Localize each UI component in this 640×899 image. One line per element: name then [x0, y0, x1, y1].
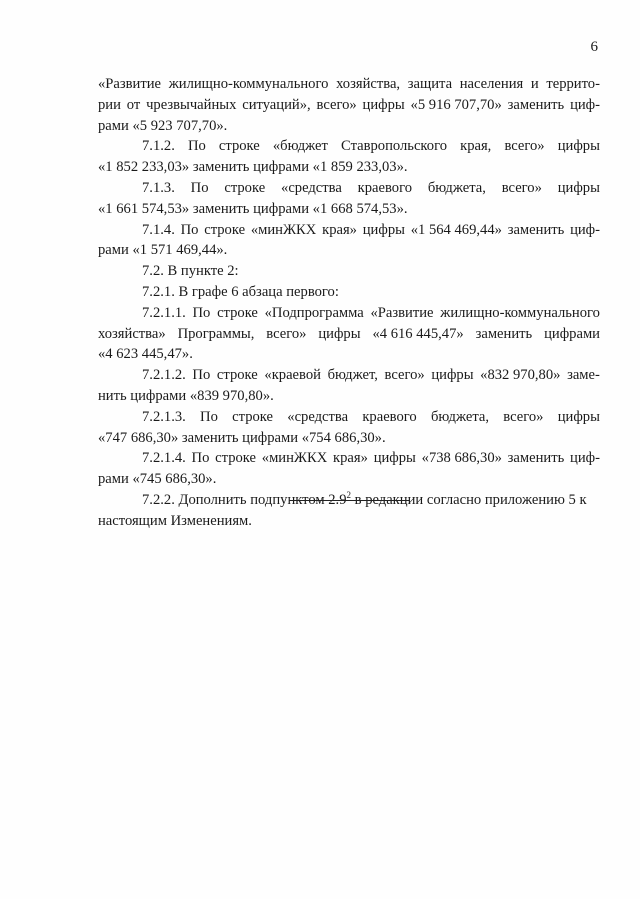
paragraph-p5 [98, 261, 600, 282]
word: строке [218, 138, 260, 155]
line-text: «747 686,30» заменить цифрами «754 686,30». [98, 429, 386, 446]
paragraph-p10 [98, 448, 600, 490]
word: «Подпрограмма [264, 304, 364, 321]
word: бюджет, [327, 367, 378, 384]
text-line [98, 74, 600, 95]
word: 7.1.2. [142, 138, 175, 155]
text-line [98, 157, 600, 178]
text-line [98, 428, 600, 449]
text-line [98, 240, 600, 261]
word: террито- [546, 76, 600, 92]
text-line [98, 95, 600, 116]
paragraph-p6 [98, 282, 600, 303]
word: заменить [507, 450, 565, 467]
text-line [98, 116, 600, 137]
word: цифры [373, 450, 416, 467]
word: цифры [318, 325, 361, 342]
closing-separator-line [289, 500, 410, 501]
word: строке [215, 450, 256, 467]
word: заменить [507, 96, 565, 113]
word: По [192, 304, 211, 321]
word: 7.2.1.3. [142, 408, 186, 425]
word: краевого [357, 179, 413, 196]
word: всего» [384, 367, 425, 384]
line-text: 7.2.1. В графе 6 абзаца первого: [142, 283, 339, 300]
text-line [98, 178, 600, 199]
word: По [192, 367, 211, 384]
word: По [180, 221, 199, 238]
word: По [187, 138, 206, 155]
word: «4 616 445,47» [372, 325, 464, 342]
text-line [98, 344, 600, 365]
paragraph-p7 [98, 303, 600, 365]
word: строке [224, 179, 266, 196]
word: от [126, 96, 141, 113]
word: защита [407, 76, 453, 92]
word: ситуаций», [242, 96, 311, 113]
line-text: 7.2.2. Дополнить подпунктом 2.9 [142, 491, 347, 508]
line-text: в редакции согласно приложению 5 к [351, 491, 587, 508]
document-body [98, 74, 600, 532]
word: «5 916 707,70» [410, 96, 502, 113]
text-line [98, 448, 600, 469]
word: «минЖКХ [261, 450, 328, 467]
word: и [530, 76, 539, 92]
word: края» [333, 450, 368, 467]
paragraph-p4 [98, 220, 600, 262]
word: хозяйства, [336, 76, 401, 92]
line-text: 7.2. В пункте 2: [142, 263, 239, 280]
line-text: «1 661 574,53» заменить цифрами «1 668 574,53». [98, 200, 408, 217]
word: всего» [501, 179, 542, 196]
word: «бюджет [272, 138, 328, 155]
text-line [98, 199, 600, 220]
word: 7.1.4. [142, 221, 175, 238]
word: «Развитие [370, 304, 434, 321]
word: «минЖКХ [250, 221, 317, 238]
word: строке [232, 408, 273, 425]
paragraph-p2 [98, 136, 600, 178]
page-number: 6 [590, 39, 598, 55]
word: цифры [431, 367, 474, 384]
text-line [98, 220, 600, 241]
word: «1 564 469,44» [410, 221, 502, 238]
word: края, [460, 138, 492, 155]
line-text: рами «745 686,30». [98, 471, 217, 488]
word: «средства [287, 408, 349, 425]
line-text: рами «1 571 469,44». [98, 242, 228, 259]
word: всего» [503, 408, 544, 425]
word: Программы, [177, 325, 255, 342]
word: жилищно-коммунального [168, 76, 329, 92]
word: заме- [567, 367, 600, 384]
word: заменить [475, 325, 533, 342]
word: рии [98, 96, 121, 113]
word: жилищно-коммунального [440, 304, 600, 321]
text-line [98, 136, 600, 157]
paragraph-p11 [98, 490, 600, 532]
paragraph-p9 [98, 407, 600, 449]
word: циф- [570, 221, 600, 238]
word: «средства [281, 179, 342, 196]
word: заменить [507, 221, 565, 238]
word: краевого [362, 408, 417, 425]
word: циф- [570, 450, 600, 467]
word: циф- [570, 96, 600, 113]
word: строке [217, 304, 258, 321]
word: 7.2.1.1. [142, 304, 186, 321]
word: цифры [362, 221, 405, 238]
superscript: 2 [346, 489, 351, 500]
text-line [98, 365, 600, 386]
text-line [98, 386, 600, 407]
word: «Развитие [98, 76, 162, 92]
paragraph-p1 [98, 74, 600, 136]
word: По [191, 450, 210, 467]
line-text: «4 623 445,47». [98, 346, 193, 363]
word: «738 686,30» [421, 450, 502, 467]
text-line [98, 261, 600, 282]
word: всего» [316, 96, 357, 113]
text-line [98, 303, 600, 324]
word: 7.2.1.2. [142, 367, 186, 384]
word: бюджета, [427, 179, 486, 196]
word: «краевой [264, 367, 321, 384]
word: По [200, 408, 218, 425]
word: всего» [266, 325, 307, 342]
word: строке [216, 367, 258, 384]
line-text: «1 852 233,03» заменить цифрами «1 859 233,03». [98, 159, 408, 176]
word: цифры [557, 138, 600, 155]
word: цифры [362, 96, 405, 113]
word: бюджета, [430, 408, 490, 425]
word: Ставропольского [341, 138, 447, 155]
word: хозяйства» [98, 325, 166, 342]
word: цифры [557, 408, 600, 425]
paragraph-p8 [98, 365, 600, 407]
line-text: нить цифрами «839 970,80». [98, 387, 274, 404]
word: «832 970,80» [480, 367, 561, 384]
line-text: рами «5 923 707,70». [98, 117, 228, 134]
paragraph-p3 [98, 178, 600, 220]
word: края» [322, 221, 357, 238]
word: населения [459, 76, 524, 92]
word: 7.2.1.4. [142, 450, 186, 467]
word: цифры [557, 179, 600, 196]
text-line [98, 324, 600, 345]
word: строке [204, 221, 246, 238]
text-line [98, 469, 600, 490]
word: всего» [504, 138, 545, 155]
word: чрезвычайных [146, 96, 237, 113]
word: 7.1.3. [142, 179, 175, 196]
word: цифрами [544, 325, 600, 342]
word: По [190, 179, 209, 196]
text-line [98, 282, 600, 303]
text-line [98, 407, 600, 428]
text-line: настоящим Изменениям. [98, 512, 252, 529]
